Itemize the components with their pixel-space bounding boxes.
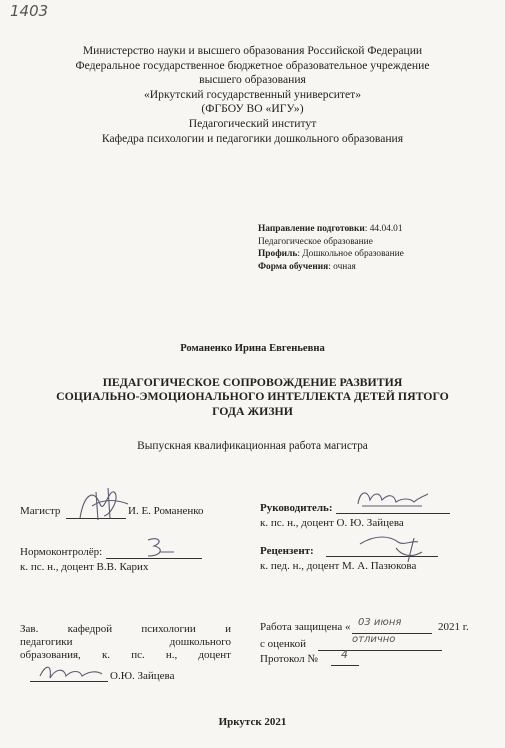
reviewer-label: Рецензент: — [260, 545, 314, 557]
thesis-title — [20, 375, 485, 418]
header-block — [20, 44, 485, 146]
defended-year: 2021 г. — [438, 621, 469, 633]
direction-label: Направление подготовки — [258, 224, 365, 234]
head-of-department-title — [20, 623, 231, 662]
head-name: О.Ю. Зайцева — [110, 670, 175, 682]
head-line: образования, к. пс. н., доцент — [20, 649, 231, 661]
study-info — [258, 223, 404, 273]
reviewer-name: к. пед. н., доцент М. А. Пазюкова — [260, 560, 417, 572]
head-line: педагогики дошкольного — [20, 636, 231, 648]
supervisor-signature — [352, 486, 432, 514]
ministry-name: Министерство науки и высшего образования Российской Федерации — [82, 44, 423, 57]
institution-line2: высшего образования — [199, 73, 306, 87]
direction-code: : 44.04.01 — [364, 224, 403, 234]
form-label: Форма обучения — [258, 261, 329, 272]
author-name: Романенко Ирина Евгеньевна — [180, 343, 325, 354]
university-abbr: (ФГБОУ ВО «ИГУ») — [201, 102, 304, 116]
master-label: Магистр — [20, 505, 61, 517]
supervisor-label-wrap — [260, 502, 333, 514]
profile-value: : Дошкольное образование — [297, 249, 404, 260]
department-name: Кафедра психологии и педагогики дошкольного образования — [101, 131, 404, 145]
grade-handwritten: отлично — [352, 634, 396, 645]
supervisor-label: Руководитель: — [260, 502, 333, 514]
protocol-handwritten: 4 — [341, 648, 348, 661]
normcontroller-label: Нормоконтролёр: — [20, 546, 103, 558]
grade-label: с оценкой — [260, 638, 306, 650]
master-signature — [74, 484, 134, 524]
protocol-line — [331, 665, 359, 666]
title-line: СОЦИАЛЬНО-ЭМОЦИОНАЛЬНОГО ИНТЕЛЛЕКТА ДЕТЕЙ ПЯТОГО — [56, 389, 449, 404]
reviewer-label-wrap — [260, 545, 314, 557]
master-name: И. Е. Романенко — [128, 505, 204, 517]
title-line: ПЕДАГОГИЧЕСКОЕ СОПРОВОЖДЕНИЕ РАЗВИТИЯ — [102, 375, 403, 389]
work-type: Выпускная квалификационная работа магистра — [137, 440, 368, 452]
footer-city-year: Иркутск 2021 — [218, 716, 287, 728]
institute-name: Педагогический институт — [188, 116, 317, 130]
profile-label: Профиль — [258, 249, 298, 260]
protocol-label: Протокол № — [260, 653, 318, 665]
grade-line — [318, 650, 442, 651]
direction-name: Педагогическое образование — [258, 236, 373, 247]
normcontroller-signature — [140, 534, 180, 560]
head-line: Зав. кафедрой психологии и — [20, 623, 231, 635]
normcontroller-name: к. пс. н., доцент В.В. Карих — [20, 561, 149, 573]
supervisor-name: к. пс. н., доцент О. Ю. Зайцева — [260, 517, 404, 529]
form-value: : очная — [328, 261, 356, 272]
institution-line1: Федеральное государственное бюджетное образовательное учреждение — [75, 58, 430, 72]
title-line: ГОДА ЖИЗНИ — [212, 403, 293, 418]
university-name: «Иркутский государственный университет» — [143, 87, 362, 101]
handwritten-page-number: 1403 — [10, 2, 49, 20]
head-signature — [36, 660, 106, 684]
defended-label: Работа защищена « — [260, 621, 351, 633]
defended-date-handwritten: 03 июня — [358, 617, 402, 628]
